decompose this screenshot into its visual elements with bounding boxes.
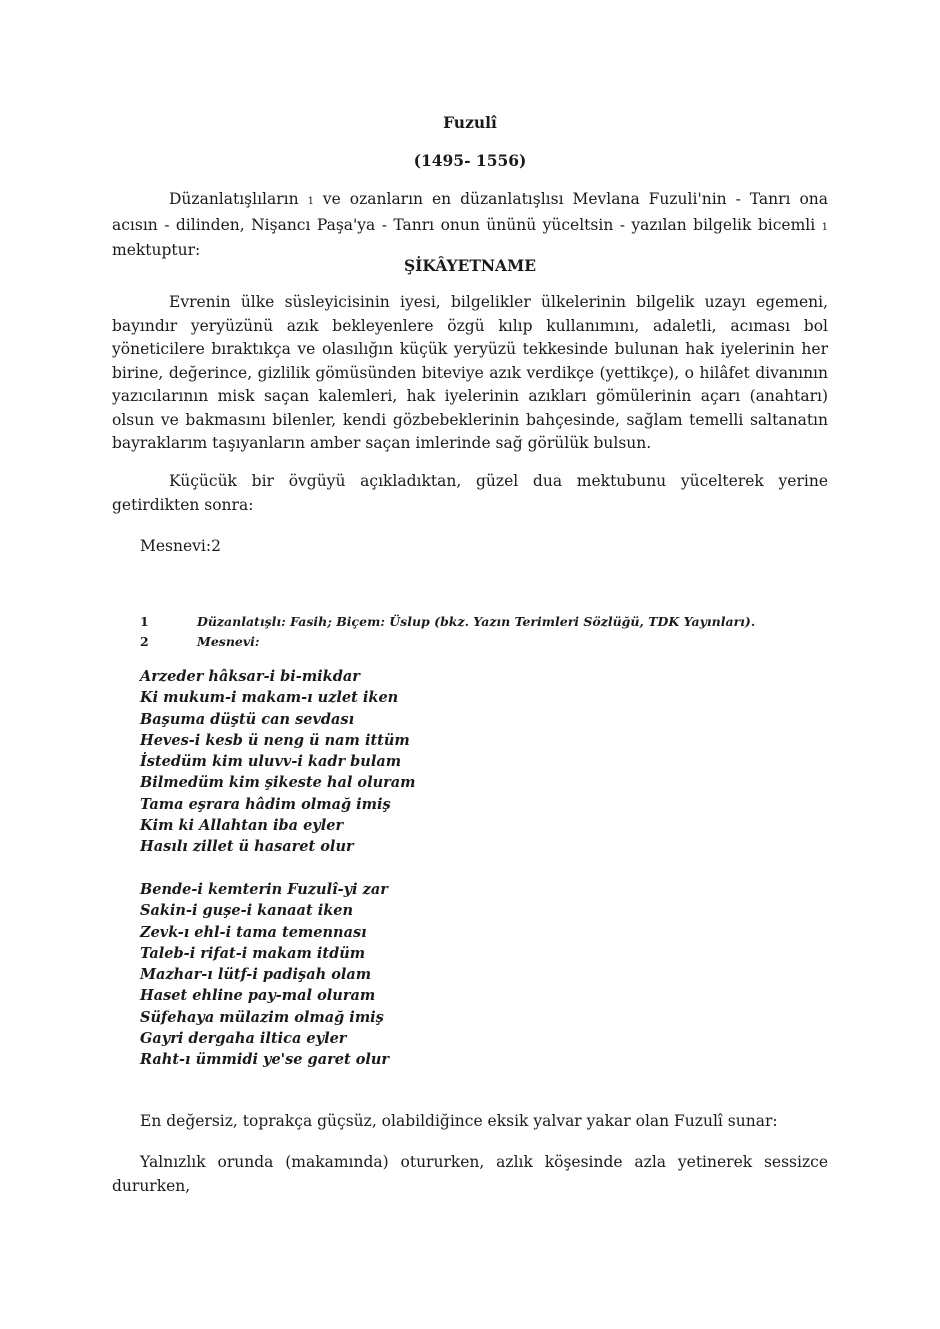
poem-stanza-2 [140,879,389,1071]
poem-line: İstedüm kim uluvv-i kadr bulam [140,753,402,771]
poem-line: Zevk-ı ehl-i tama temennası [140,923,367,941]
closing-paragraph-2: Yalnızlık orunda (makamında) otururken, azlık köşesinde azla yetinerek sessizce dururken, [112,1153,828,1195]
poem-line: Haset ehline pay-mal oluram [140,987,376,1005]
poem-line: Taleb-i rifat-i makam itdüm [140,944,366,962]
footnotes [140,612,755,652]
poem-line: Tama eşrara hâdim olmağ imiş [140,795,391,813]
author-title: Fuzulî [443,113,497,132]
footnote-ref-1: 1 [307,196,314,207]
body-paragraph-1: Evrenin ülke süsleyicisinin iyesi, bilgelikler ülkelerinin bilgelik uzayı egemeni, bayındır yeryüzünü azık bekleyenlere özgü kılıp kullanımını, adaletli, acıması bol yöneticilere bıraktıkça ve olasılığın küçük yeryüzü tekkesinde bulunan hak iyelerinin her birine, değerince, gizlilik gömüsünden biteviye azık verdikçe (yettikçe), o hilâfet divanının yazıcılarının misk saçan kalemleri, hak iyelerinin azıkları gömülerinin açarı (anahtarı) olsun ve bakmasını bilenler, kendi gözbebeklerinin bahçesinde, sağlam temelli saltanatın bayraklarım taşıyanların amber saçan imlerinde sağ görülük bulsun. [112,293,828,452]
body-paragraph-2: Küçücük bir övgüyü açıkladıktan, güzel dua mektubunu yücelterek yerine getirdikten sonra: [112,472,828,514]
intro-paragraph [112,188,828,263]
section-heading: ŞİKÂYETNAME [403,256,537,275]
poem-line: Arzeder hâksar-i bi-mikdar [140,668,360,685]
footnote-text: Düzanlatışlı: Fasih; Biçem: Üslup (bkz. Yazın Terimleri Sözlüğü, TDK Yayınları). [197,614,756,629]
poem-line: Hasılı zillet ü hasaret olur [140,838,354,856]
poem-line: Süfehaya mülazim olmağ imiş [140,1008,384,1026]
footnote-ref-2: 1 [821,221,828,233]
poem-line: Bende-i kemterin Fuzulî-yi zar [140,881,388,898]
poem-line: Kim ki Allahtan iba eyler [140,817,344,835]
poem-line: Gayri dergaha iltica eyler [140,1030,347,1048]
poem-line: Bilmedüm kim şikeste hal oluram [140,774,416,792]
footnote-1 [140,612,755,632]
intro-text-1: Düzanlatışlıların [169,190,308,208]
poem-line: Heves-i kesb ü neng ü nam ittüm [140,731,410,749]
intro-text-2: ve ozanların en düzanlatışlısı Mevlana Fuzuli'nin - Tanrı ona acısın - dilinden, Nişancı Paşa'ya - Tanrı onun ününü yüceltsin - yazılan bilgelik bicemli [112,190,829,234]
poem-line: Ki mukum-i makam-ı uzlet iken [140,689,399,707]
poem-line: Başuma düştü can sevdası [140,710,355,728]
poem-line: Mazhar-ı lütf-i padişah olam [140,966,372,984]
intro-text-3: mektuptur: [112,241,201,259]
footnote-2 [140,632,755,652]
poem-stanza-1 [140,666,416,858]
author-dates: (1495- 1556) [413,151,527,170]
footnote-text: Mesnevi: [197,634,260,649]
poem-line: Sakin-i guşe-i kanaat iken [140,902,354,920]
closing-paragraph-1: En değersiz, toprakça güçsüz, olabildiğince eksik yalvar yakar olan Fuzulî sunar: [140,1112,778,1130]
footnote-number: 1 [140,614,149,629]
footnote-number: 2 [140,634,149,649]
poem-line: Raht-ı ümmidi ye'se garet olur [140,1051,390,1069]
mesnevi-label: Mesnevi:2 [140,537,221,555]
